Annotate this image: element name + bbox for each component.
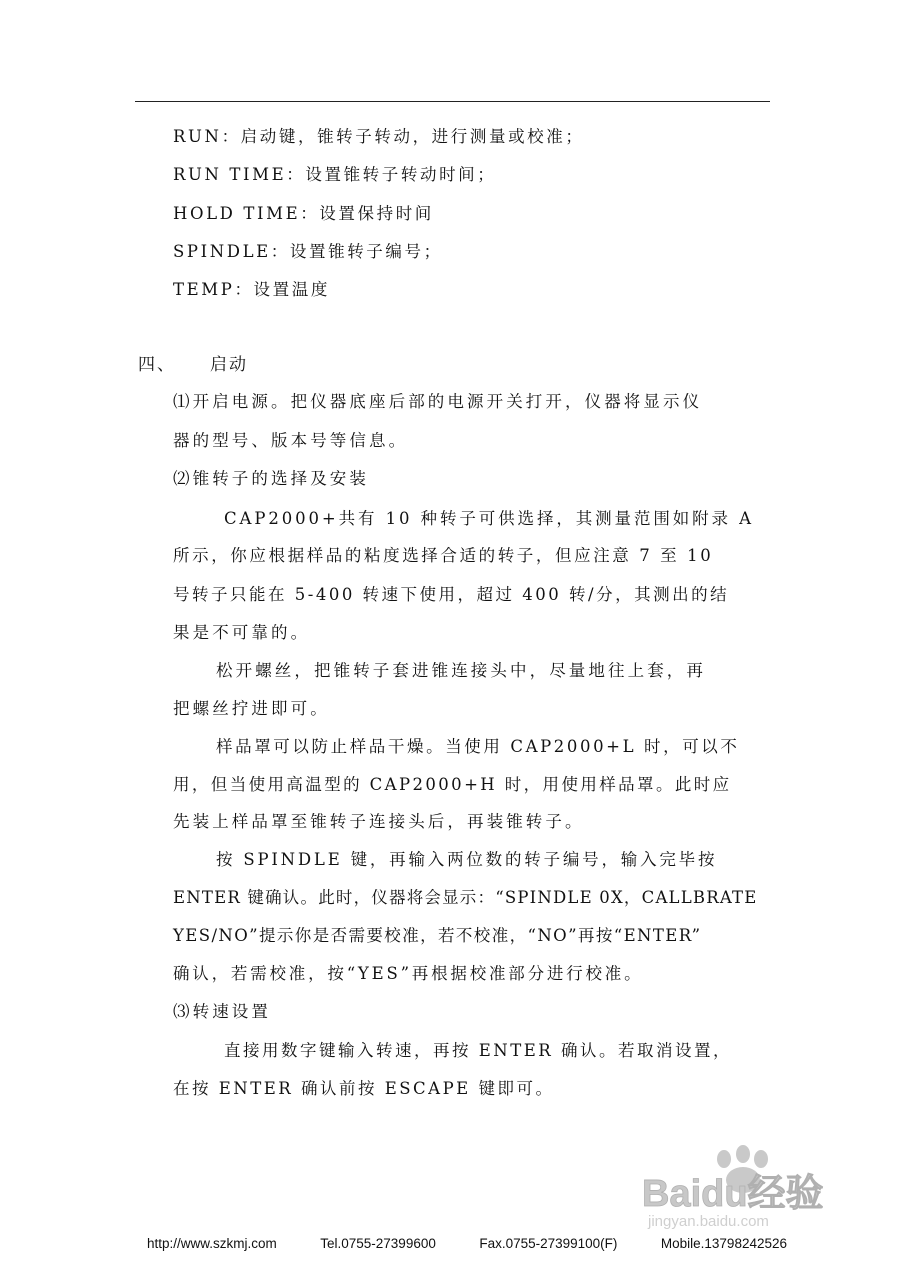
text-line: ⑶转速设置 xyxy=(173,1002,271,1021)
text-line: 器的型号、版本号等信息。 xyxy=(173,431,409,450)
text-line: 按 SPINDLE 键，再输入两位数的转子编号，输入完毕按 xyxy=(216,850,718,869)
text-line: 号转子只能在 5-400 转速下使用，超过 400 转/分，其测出的结 xyxy=(173,585,730,604)
key-spindle: SPINDLE：设置锥转子编号； xyxy=(173,242,443,261)
text-line: 果是不可靠的。 xyxy=(173,623,311,642)
text-line: ⑴开启电源。把仪器底座后部的电源开关打开，仪器将显示仪 xyxy=(173,392,703,411)
key-run: RUN：启动键，锥转子转动，进行测量或校准； xyxy=(173,127,585,146)
section-number: 四、 xyxy=(138,355,176,375)
text-line: CAP2000+共有 10 种转子可供选择，其测量范围如附录 A xyxy=(224,509,754,528)
text-line: ⑵锥转子的选择及安装 xyxy=(173,469,369,488)
text-line: YES/NO”提示你是否需要校准，若不校准，“NO”再按“ENTER” xyxy=(173,926,702,945)
text-line: 松开螺丝，把锥转子套进锥连接头中，尽量地往上套，再 xyxy=(216,661,706,680)
text-line: 所示，你应根据样品的粘度选择合适的转子，但应注意 7 至 10 xyxy=(173,546,714,565)
text-line: 先装上样品罩至锥转子连接头后，再装锥转子。 xyxy=(173,812,585,831)
watermark-url: jingyan.baidu.com xyxy=(648,1213,769,1230)
footer-website: http://www.szkmj.com xyxy=(147,1236,277,1251)
section-heading xyxy=(138,350,248,375)
section-title: 启动 xyxy=(210,355,248,375)
footer-fax: Fax.0755-27399100(F) xyxy=(479,1236,618,1251)
text-line: 用，但当使用高温型的 CAP2000+H 时，用使用样品罩。此时应 xyxy=(173,775,732,794)
text-line: 在按 ENTER 确认前按 ESCAPE 键即可。 xyxy=(173,1079,555,1098)
watermark-brand: Baidu经验 xyxy=(642,1173,824,1215)
key-temp: TEMP：设置温度 xyxy=(173,280,330,299)
text-line: 把螺丝拧进即可。 xyxy=(173,699,330,718)
text-line: 直接用数字键输入转速，再按 ENTER 确认。若取消设置， xyxy=(224,1041,732,1060)
text-line: ENTER 键确认。此时，仪器将会显示：“SPINDLE 0X，CALLBRATE xyxy=(173,888,758,907)
key-run-time: RUN TIME：设置锥转子转动时间； xyxy=(173,165,497,184)
baidu-jingyan-watermark xyxy=(640,1140,870,1230)
footer-tel: Tel.0755-27399600 xyxy=(320,1236,436,1251)
footer-mobile: Mobile.13798242526 xyxy=(660,1236,787,1251)
text-line: 确认，若需校准，按“YES”再根据校准部分进行校准。 xyxy=(173,964,644,983)
text-line: 样品罩可以防止样品干燥。当使用 CAP2000+L 时，可以不 xyxy=(216,737,740,756)
key-hold-time: HOLD TIME：设置保持时间 xyxy=(173,204,434,223)
page-footer xyxy=(147,1236,787,1251)
header-rule xyxy=(135,101,770,102)
